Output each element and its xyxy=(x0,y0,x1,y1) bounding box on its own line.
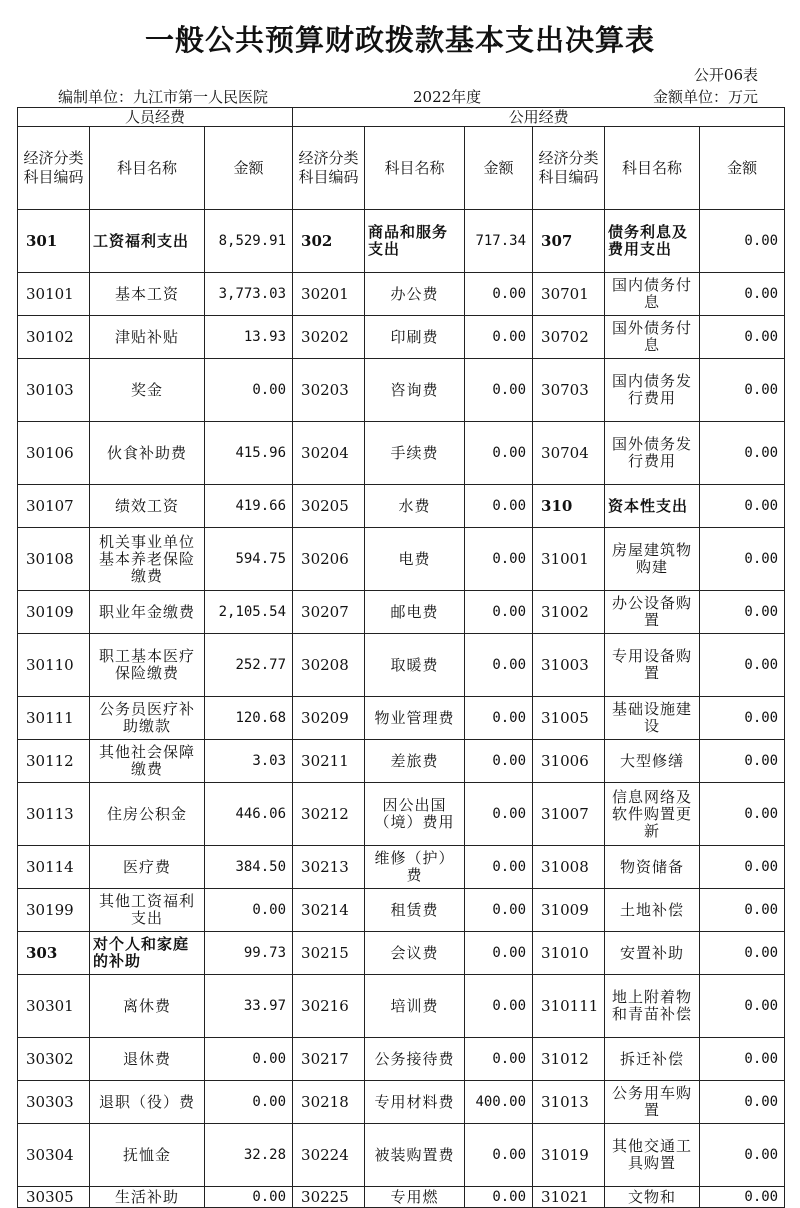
cell-amount: 0.00 xyxy=(465,783,533,846)
cell-amount: 594.75 xyxy=(205,528,293,591)
cell-code: 30224 xyxy=(293,1124,365,1187)
cell-code: 31003 xyxy=(533,634,605,697)
table-row xyxy=(18,783,785,846)
cell-name: 住房公积金 xyxy=(90,783,205,846)
cell-code: 31013 xyxy=(533,1081,605,1124)
table-row xyxy=(18,210,785,273)
cell-code: 30199 xyxy=(18,889,90,932)
table-row xyxy=(18,273,785,316)
cell-code: 30204 xyxy=(293,422,365,485)
cell-name: 工资福利支出 xyxy=(90,210,205,273)
cell-name: 物资储备 xyxy=(605,846,700,889)
col-name-header: 科目名称 xyxy=(365,127,465,210)
table-row xyxy=(18,316,785,359)
cell-name: 差旅费 xyxy=(365,740,465,783)
cell-name: 专用设备购置 xyxy=(605,634,700,697)
cell-code: 30203 xyxy=(293,359,365,422)
cell-amount: 0.00 xyxy=(700,634,785,697)
cell-code: 31010 xyxy=(533,932,605,975)
col-code-header: 经济分类科目编码 xyxy=(293,127,365,210)
cell-name: 办公设备购置 xyxy=(605,591,700,634)
cell-code: 30213 xyxy=(293,846,365,889)
cell-code: 30303 xyxy=(18,1081,90,1124)
cell-name: 维修（护）费 xyxy=(365,846,465,889)
cell-name: 生活补助 xyxy=(90,1187,205,1208)
table-row xyxy=(18,591,785,634)
cell-name: 办公费 xyxy=(365,273,465,316)
cell-name: 印刷费 xyxy=(365,316,465,359)
cell-code: 31005 xyxy=(533,697,605,740)
group-header-row xyxy=(18,108,785,127)
cell-name: 拆迁补偿 xyxy=(605,1038,700,1081)
table-row xyxy=(18,846,785,889)
cell-name: 因公出国（境）费用 xyxy=(365,783,465,846)
cell-code: 303 xyxy=(18,932,90,975)
cell-amount: 0.00 xyxy=(700,783,785,846)
cell-amount: 400.00 xyxy=(465,1081,533,1124)
cell-name: 津贴补贴 xyxy=(90,316,205,359)
cell-code: 30211 xyxy=(293,740,365,783)
col-amount-header: 金额 xyxy=(205,127,293,210)
cell-amount: 33.97 xyxy=(205,975,293,1038)
cell-name: 资本性支出 xyxy=(605,485,700,528)
cell-amount: 0.00 xyxy=(465,1187,533,1208)
cell-code: 30215 xyxy=(293,932,365,975)
table-row xyxy=(18,1081,785,1124)
table-row xyxy=(18,1187,785,1208)
cell-name: 其他交通工具购置 xyxy=(605,1124,700,1187)
cell-amount: 0.00 xyxy=(700,1187,785,1208)
cell-amount: 0.00 xyxy=(700,975,785,1038)
cell-amount: 0.00 xyxy=(700,1081,785,1124)
cell-amount: 0.00 xyxy=(465,634,533,697)
reporting-unit: 编制单位：九江市第一人民医院 xyxy=(58,88,269,106)
cell-name: 专用燃 xyxy=(365,1187,465,1208)
cell-name: 文物和 xyxy=(605,1187,700,1208)
cell-code: 30214 xyxy=(293,889,365,932)
cell-amount: 0.00 xyxy=(700,528,785,591)
cell-name: 信息网络及软件购置更新 xyxy=(605,783,700,846)
cell-amount: 0.00 xyxy=(205,889,293,932)
cell-code: 30217 xyxy=(293,1038,365,1081)
group-public: 公用经费 xyxy=(293,108,785,127)
cell-name: 地上附着物和青苗补偿 xyxy=(605,975,700,1038)
cell-code: 30107 xyxy=(18,485,90,528)
cell-amount: 252.77 xyxy=(205,634,293,697)
cell-name: 公务员医疗补助缴款 xyxy=(90,697,205,740)
cell-name: 退休费 xyxy=(90,1038,205,1081)
cell-amount: 419.66 xyxy=(205,485,293,528)
cell-code: 30225 xyxy=(293,1187,365,1208)
cell-name: 大型修缮 xyxy=(605,740,700,783)
cell-code: 31001 xyxy=(533,528,605,591)
cell-amount: 13.93 xyxy=(205,316,293,359)
col-name-header: 科目名称 xyxy=(605,127,700,210)
cell-amount: 0.00 xyxy=(700,846,785,889)
cell-name: 绩效工资 xyxy=(90,485,205,528)
cell-amount: 0.00 xyxy=(465,697,533,740)
cell-code: 31006 xyxy=(533,740,605,783)
cell-code: 30113 xyxy=(18,783,90,846)
cell-name: 国内债务发行费用 xyxy=(605,359,700,422)
cell-code: 30212 xyxy=(293,783,365,846)
cell-amount: 0.00 xyxy=(205,1187,293,1208)
cell-amount: 0.00 xyxy=(700,1124,785,1187)
group-personnel: 人员经费 xyxy=(18,108,293,127)
cell-amount: 0.00 xyxy=(700,697,785,740)
table-row xyxy=(18,422,785,485)
cell-name: 邮电费 xyxy=(365,591,465,634)
cell-name: 被装购置费 xyxy=(365,1124,465,1187)
cell-code: 30206 xyxy=(293,528,365,591)
col-code-header: 经济分类科目编码 xyxy=(533,127,605,210)
cell-name: 职业年金缴费 xyxy=(90,591,205,634)
cell-code: 30109 xyxy=(18,591,90,634)
cell-name: 离休费 xyxy=(90,975,205,1038)
cell-name: 国外债务付息 xyxy=(605,316,700,359)
cell-code: 31012 xyxy=(533,1038,605,1081)
cell-amount: 120.68 xyxy=(205,697,293,740)
cell-name: 专用材料费 xyxy=(365,1081,465,1124)
cell-code: 310111 xyxy=(533,975,605,1038)
cell-name: 职工基本医疗保险缴费 xyxy=(90,634,205,697)
table-row xyxy=(18,485,785,528)
column-header-row xyxy=(18,127,785,210)
cell-name: 其他工资福利支出 xyxy=(90,889,205,932)
col-amount-header: 金额 xyxy=(465,127,533,210)
expenditure-table xyxy=(17,107,785,1208)
cell-name: 租赁费 xyxy=(365,889,465,932)
cell-amount: 0.00 xyxy=(465,485,533,528)
cell-code: 30701 xyxy=(533,273,605,316)
cell-amount: 0.00 xyxy=(465,528,533,591)
cell-code: 30302 xyxy=(18,1038,90,1081)
table-row xyxy=(18,889,785,932)
cell-amount: 0.00 xyxy=(205,359,293,422)
page-title: 一般公共预算财政拨款基本支出决算表 xyxy=(144,23,655,57)
cell-amount: 0.00 xyxy=(465,316,533,359)
table-row xyxy=(18,634,785,697)
cell-name: 水费 xyxy=(365,485,465,528)
currency-unit: 金额单位：万元 xyxy=(652,88,758,106)
cell-code: 302 xyxy=(293,210,365,273)
cell-amount: 0.00 xyxy=(700,1038,785,1081)
cell-amount: 32.28 xyxy=(205,1124,293,1187)
cell-name: 培训费 xyxy=(365,975,465,1038)
cell-code: 30106 xyxy=(18,422,90,485)
cell-name: 奖金 xyxy=(90,359,205,422)
cell-code: 307 xyxy=(533,210,605,273)
cell-name: 债务利息及费用支出 xyxy=(605,210,700,273)
cell-code: 30103 xyxy=(18,359,90,422)
cell-code: 30114 xyxy=(18,846,90,889)
cell-amount: 0.00 xyxy=(465,975,533,1038)
cell-amount: 3.03 xyxy=(205,740,293,783)
cell-name: 咨询费 xyxy=(365,359,465,422)
cell-name: 电费 xyxy=(365,528,465,591)
cell-name: 基本工资 xyxy=(90,273,205,316)
cell-name: 土地补偿 xyxy=(605,889,700,932)
cell-code: 30208 xyxy=(293,634,365,697)
cell-code: 30201 xyxy=(293,273,365,316)
cell-code: 30704 xyxy=(533,422,605,485)
cell-amount: 0.00 xyxy=(700,591,785,634)
cell-name: 商品和服务支出 xyxy=(365,210,465,273)
cell-amount: 0.00 xyxy=(465,889,533,932)
cell-amount: 446.06 xyxy=(205,783,293,846)
cell-amount: 0.00 xyxy=(465,740,533,783)
table-row xyxy=(18,697,785,740)
col-name-header: 科目名称 xyxy=(90,127,205,210)
cell-amount: 384.50 xyxy=(205,846,293,889)
cell-code: 30207 xyxy=(293,591,365,634)
cell-name: 会议费 xyxy=(365,932,465,975)
cell-amount: 8,529.91 xyxy=(205,210,293,273)
cell-name: 取暖费 xyxy=(365,634,465,697)
cell-amount: 0.00 xyxy=(465,1038,533,1081)
table-row xyxy=(18,740,785,783)
cell-amount: 717.34 xyxy=(465,210,533,273)
cell-code: 31021 xyxy=(533,1187,605,1208)
cell-amount: 0.00 xyxy=(465,273,533,316)
cell-code: 31019 xyxy=(533,1124,605,1187)
cell-code: 30702 xyxy=(533,316,605,359)
cell-name: 其他社会保障缴费 xyxy=(90,740,205,783)
cell-name: 公务接待费 xyxy=(365,1038,465,1081)
cell-code: 30202 xyxy=(293,316,365,359)
cell-code: 30304 xyxy=(18,1124,90,1187)
cell-amount: 0.00 xyxy=(700,273,785,316)
cell-amount: 0.00 xyxy=(465,422,533,485)
cell-name: 安置补助 xyxy=(605,932,700,975)
cell-code: 30111 xyxy=(18,697,90,740)
cell-code: 30218 xyxy=(293,1081,365,1124)
cell-name: 伙食补助费 xyxy=(90,422,205,485)
cell-amount: 0.00 xyxy=(205,1038,293,1081)
cell-code: 31008 xyxy=(533,846,605,889)
cell-amount: 0.00 xyxy=(700,359,785,422)
cell-amount: 3,773.03 xyxy=(205,273,293,316)
cell-name: 退职（役）费 xyxy=(90,1081,205,1124)
cell-code: 30209 xyxy=(293,697,365,740)
cell-name: 国外债务发行费用 xyxy=(605,422,700,485)
cell-name: 抚恤金 xyxy=(90,1124,205,1187)
cell-amount: 0.00 xyxy=(700,932,785,975)
cell-amount: 0.00 xyxy=(700,889,785,932)
cell-name: 公务用车购置 xyxy=(605,1081,700,1124)
cell-amount: 0.00 xyxy=(700,210,785,273)
table-row xyxy=(18,1124,785,1187)
cell-name: 国内债务付息 xyxy=(605,273,700,316)
cell-amount: 0.00 xyxy=(465,932,533,975)
cell-amount: 0.00 xyxy=(700,485,785,528)
cell-name: 对个人和家庭的补助 xyxy=(90,932,205,975)
cell-code: 30110 xyxy=(18,634,90,697)
cell-amount: 0.00 xyxy=(465,359,533,422)
cell-code: 301 xyxy=(18,210,90,273)
cell-code: 30112 xyxy=(18,740,90,783)
col-amount-header: 金额 xyxy=(700,127,785,210)
cell-code: 30703 xyxy=(533,359,605,422)
cell-name: 机关事业单位基本养老保险缴费 xyxy=(90,528,205,591)
cell-amount: 0.00 xyxy=(465,591,533,634)
cell-name: 物业管理费 xyxy=(365,697,465,740)
cell-code: 30102 xyxy=(18,316,90,359)
form-number: 公开06表 xyxy=(693,66,758,84)
cell-amount: 99.73 xyxy=(205,932,293,975)
col-code-header: 经济分类科目编码 xyxy=(18,127,90,210)
fiscal-year: 2022年度 xyxy=(413,88,482,106)
table-row xyxy=(18,359,785,422)
table-row xyxy=(18,1038,785,1081)
cell-code: 30101 xyxy=(18,273,90,316)
cell-amount: 0.00 xyxy=(700,740,785,783)
cell-name: 医疗费 xyxy=(90,846,205,889)
cell-code: 30205 xyxy=(293,485,365,528)
cell-amount: 0.00 xyxy=(465,846,533,889)
cell-amount: 0.00 xyxy=(205,1081,293,1124)
cell-code: 30305 xyxy=(18,1187,90,1208)
cell-code: 30216 xyxy=(293,975,365,1038)
cell-amount: 415.96 xyxy=(205,422,293,485)
cell-code: 30301 xyxy=(18,975,90,1038)
cell-code: 31002 xyxy=(533,591,605,634)
cell-amount: 0.00 xyxy=(700,316,785,359)
cell-code: 30108 xyxy=(18,528,90,591)
cell-amount: 2,105.54 xyxy=(205,591,293,634)
cell-amount: 0.00 xyxy=(465,1124,533,1187)
table-row xyxy=(18,975,785,1038)
cell-name: 基础设施建设 xyxy=(605,697,700,740)
cell-code: 31009 xyxy=(533,889,605,932)
cell-name: 手续费 xyxy=(365,422,465,485)
cell-name: 房屋建筑物购建 xyxy=(605,528,700,591)
cell-code: 31007 xyxy=(533,783,605,846)
cell-amount: 0.00 xyxy=(700,422,785,485)
cell-code: 310 xyxy=(533,485,605,528)
table-row xyxy=(18,932,785,975)
table-row xyxy=(18,528,785,591)
